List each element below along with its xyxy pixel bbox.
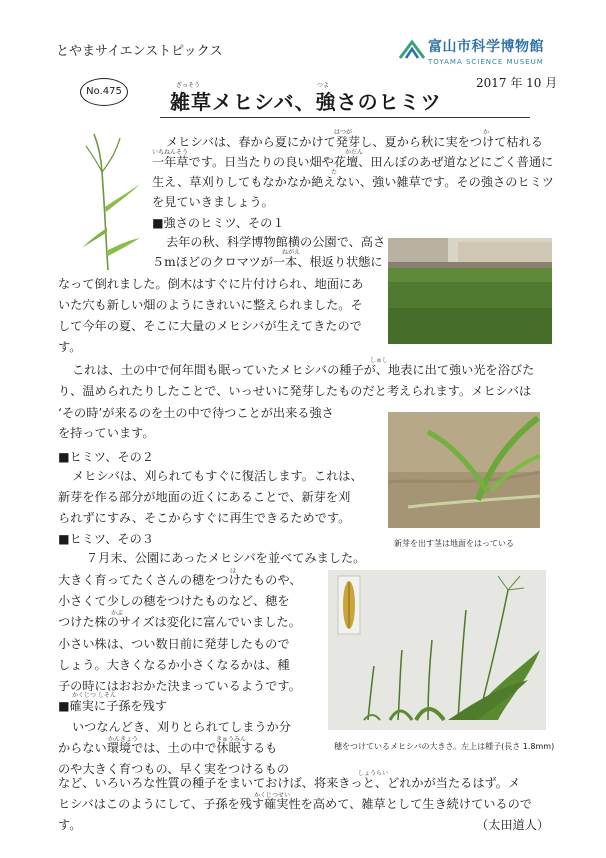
body-line: いた穴も新しい畑のようにきれいに整えられました。そ	[58, 298, 363, 312]
ruby: ほ	[230, 568, 237, 575]
intro-line: 生え、草刈りしてもなかなか絶えない、強い雑草です。その強さのヒミツ	[152, 175, 554, 189]
body-line: して今年の夏、そこに大量のメヒシバが生えてきたので	[58, 319, 362, 333]
body-line: を持っています。	[58, 426, 155, 440]
ruby: ねがえ	[282, 249, 301, 256]
title-underline	[160, 117, 530, 118]
body-line: ７月末、公園にあったメヒシバを並べてみました。	[86, 551, 366, 565]
ruby: いちねんそう	[152, 149, 189, 156]
grass-illustration-icon	[80, 132, 142, 272]
ruby: しそん	[98, 692, 117, 699]
body-line: 新芽を作る部分が地面の近くにあることで、新芽を刈	[58, 490, 351, 504]
body-line: ヒシバはこのようにして、子孫を残す確実性を高めて、雑草として生き続けているので	[58, 797, 532, 811]
ruby: かぶ	[111, 610, 124, 617]
section-heading: ■ヒミツ、その３	[58, 532, 154, 546]
author: （太田道人）	[476, 818, 550, 832]
ruby-tsuyo: つよ	[317, 82, 330, 89]
intro-line: を見ていきましょう。	[152, 195, 274, 209]
museum-name-jp: 富山市科学博物館	[428, 39, 544, 55]
section-heading: ■ヒミツ、その２	[58, 450, 154, 464]
section-heading: ■確実に子孫を残す	[58, 699, 168, 713]
ruby: か	[483, 129, 490, 136]
ruby: かくじつ	[72, 692, 97, 699]
body-line: 小さい株は、つい数日前に発芽したもので	[58, 637, 290, 651]
ruby: た	[331, 169, 338, 176]
museum-logo-icon	[398, 38, 426, 60]
museum-name-en: TOYAMA SCIENCE MUSEUM	[428, 58, 544, 66]
body-line: いつなんどき、刈りとられてしまうか分	[72, 720, 291, 734]
ruby: かだん	[345, 149, 364, 156]
body-line: り、温められたりしたことで、いっせいに発芽したものだと考えられます。メヒシバは	[58, 384, 532, 398]
body-line: 小さくて少しの穂をつけたものなど、穂を	[58, 594, 290, 608]
intro-line: メヒシバは、春から夏にかけて発芽し、夏から秋に実をつけて枯れる	[166, 135, 543, 149]
series-title: とやまサイエンストピックス	[56, 44, 223, 59]
body-line: のや大きく育つもの、早く実をつけるもの	[58, 762, 290, 776]
body-line: なって倒れました。倒木はすぐに片付けられ、地面にあ	[58, 277, 364, 291]
page-title: 雑草メヒシバ、強さのヒミツ	[170, 90, 442, 114]
body-line: 大きく育ってたくさんの穂をつけたものや、	[58, 573, 302, 587]
ruby: かくじつせい	[254, 792, 291, 799]
body-line: ‘その時’が来るのを土の中で待つことが出来る強さ	[58, 406, 334, 420]
body-line: からない環境では、土の中で休眠するも	[58, 741, 278, 755]
museum-logo	[398, 36, 558, 76]
body-line: す。	[58, 818, 82, 832]
body-line: られずにすみ、そこからすぐに再生できるためです。	[58, 511, 351, 525]
photo-caption: 新芽を出す茎は地面をはっている	[394, 539, 514, 548]
ruby: しょうらい	[358, 770, 389, 777]
body-line: メヒシバは、刈られてもすぐに復活します。これは、	[72, 469, 363, 483]
ruby-zassou: ざっそう	[176, 82, 201, 89]
photo-caption: 穂をつけているメヒシバの大きさ。左上は種子(長さ 1.8mm)	[334, 742, 555, 751]
ruby: しゅし	[370, 357, 389, 364]
body-line: しょう。大きくなるか小さくなるかは、種	[58, 658, 290, 672]
body-line: これは、土の中で何年間も眠っていたメヒシバの種子が、地表に出て強い光を浴びた	[72, 363, 535, 377]
body-line: 子の時にはおおかた決まっているようです。	[58, 679, 301, 693]
photo-park-field	[388, 238, 552, 344]
body-line: 去年の秋、科学博物館横の公園で、高さ	[166, 235, 386, 249]
ruby: きゅうみん	[216, 736, 247, 743]
photo-plant-sizes	[328, 570, 546, 730]
intro-line: 一年草です。日当たりの良い畑や花壇、田んぼのあぜ道などにごく普通に	[152, 155, 554, 169]
issue-number: No.475	[80, 78, 128, 106]
body-line: など、いろいろな性質の種子をまいておけば、将来きっと、どれかが当たるはず。メ	[58, 776, 521, 790]
body-line: ５mほどのクロマツが一本、根返り状態に	[152, 255, 383, 269]
photo-stolon	[388, 412, 540, 528]
issue-date: 2017 年 10 月	[476, 76, 558, 90]
section-heading: ■強さのヒミツ、その１	[152, 216, 285, 230]
body-line: つけた株のサイズは変化に富んでいました。	[58, 615, 301, 629]
ruby: はつが	[334, 129, 353, 136]
body-line: す。	[58, 340, 82, 354]
ruby: かんきょう	[108, 736, 139, 743]
